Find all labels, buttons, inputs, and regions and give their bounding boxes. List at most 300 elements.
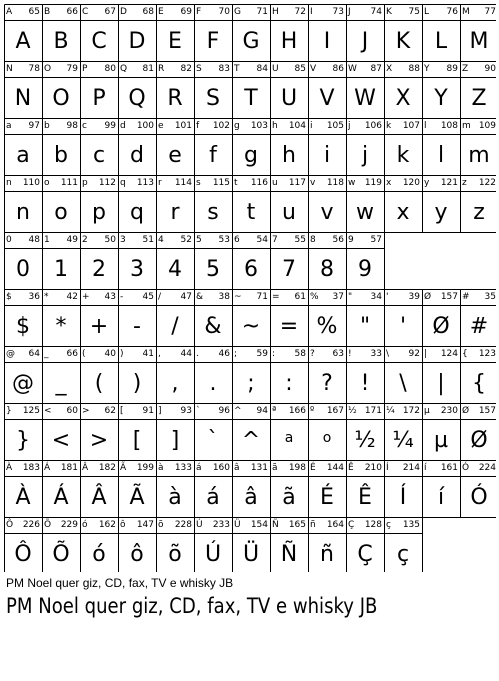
glyph-sample: * [55,314,67,339]
glyph-code: 160 [212,463,230,473]
glyph-label-char: 9 [348,235,354,245]
glyph-cell [270,232,308,289]
glyph-label [234,177,268,189]
glyph-label [386,519,420,531]
glyph-code: 172 [402,406,420,416]
glyph-code: 98 [66,121,78,131]
glyph-sample: ( [94,371,104,396]
glyph-sample: j [361,143,369,168]
glyph-sample: T [244,86,258,111]
glyph-label [234,291,268,303]
glyph-label [120,405,154,417]
glyph-label-char: ; [234,349,238,359]
glyph-code: 61 [294,292,306,302]
glyph-sample: O [52,86,70,111]
glyph-cell [270,517,308,574]
glyph-cell [4,175,42,232]
glyph-label [462,405,496,417]
glyph-label [196,519,230,531]
glyph-label-char: 4 [158,235,164,245]
glyph-label [348,519,382,531]
glyph-cell [232,4,270,61]
glyph-sample: Ã [129,485,145,510]
glyph-code: 83 [218,64,230,74]
glyph-label-char: k [386,121,392,131]
glyph-label [6,405,40,417]
glyph-label-char: X [386,64,393,74]
glyph-label [272,234,306,246]
glyph-cell [460,403,498,460]
glyph-cell [42,289,80,346]
glyph-code: 100 [136,121,154,131]
glyph-code: 182 [98,463,116,473]
glyph-cell [308,118,346,175]
glyph-sample: s [207,200,219,225]
glyph-code: 166 [288,406,306,416]
glyph-cell [156,118,194,175]
glyph-sample: Ó [470,485,488,510]
glyph-cell [460,118,498,175]
glyph-label [310,291,344,303]
glyph-label-char: t [234,178,238,188]
glyph-label-char: Ñ [272,520,279,530]
glyph-sample: g [244,143,258,168]
glyph-label-char: C [82,7,89,17]
glyph-label [196,234,230,246]
glyph-cell [42,403,80,460]
glyph-label [348,405,382,417]
glyph-label-char: 6 [234,235,240,245]
glyph-label [424,348,458,360]
glyph-code: 40 [104,349,116,359]
glyph-sample: > [89,428,109,453]
glyph-label-char: % [310,292,319,302]
glyph-label [386,120,420,132]
glyph-label [424,405,458,417]
glyph-code: 80 [104,64,116,74]
glyph-code: 226 [22,520,40,530]
glyph-label-char: Á [44,463,51,473]
glyph-cell [232,517,270,574]
glyph-label [158,291,192,303]
glyph-label-char: ( [82,349,86,359]
glyph-cell [308,4,346,61]
glyph-sample: E [168,29,182,54]
glyph-code: 105 [326,121,344,131]
glyph-sample: I [323,29,331,54]
glyph-cell [194,460,232,517]
glyph-label-char: E [158,7,164,17]
glyph-label-char: h [272,121,278,131]
glyph-label-char: K [386,7,392,17]
glyph-cell [194,289,232,346]
glyph-code: 154 [250,520,268,530]
glyph-cell [460,61,498,118]
glyph-sample: _ [55,371,67,396]
glyph-sample: y [434,200,448,225]
glyph-sample: 1 [54,257,68,282]
glyph-cell [308,460,346,517]
glyph-cell [42,4,80,61]
glyph-label-char: $ [6,292,12,302]
glyph-label [310,234,344,246]
glyph-label-char: q [120,178,126,188]
glyph-sample: a [284,430,294,446]
glyph-code: 33 [370,349,382,359]
glyph-sample: $ [16,314,30,339]
glyph-cell [118,403,156,460]
glyph-code: 37 [332,292,344,302]
glyph-code: 99 [104,121,116,131]
glyph-label [462,120,496,132]
glyph-label-char: Í [386,463,389,473]
glyph-label-char: U [272,64,279,74]
glyph-label-char: Z [462,64,469,74]
glyph-label-char: P [82,64,88,74]
glyph-label [462,177,496,189]
glyph-code: 131 [250,463,268,473]
glyph-label [348,120,382,132]
glyph-cell [194,403,232,460]
glyph-label [310,405,344,417]
glyph-cell [4,118,42,175]
glyph-code: 161 [440,463,458,473]
glyph-code: 214 [402,463,420,473]
glyph-sample: D [128,29,146,54]
glyph-label [196,291,230,303]
glyph-cell [4,517,42,574]
glyph-cell [346,61,384,118]
glyph-cell [4,346,42,403]
glyph-label [6,63,40,75]
glyph-cell [460,289,498,346]
glyph-cell [118,460,156,517]
glyph-sample: & [204,314,222,339]
glyph-label [310,177,344,189]
glyph-label [44,177,78,189]
glyph-sample: ½ [354,428,376,453]
glyph-label [234,462,268,474]
glyph-label-char: d [120,121,126,131]
glyph-cell [346,346,384,403]
glyph-label-char: J [348,7,351,17]
glyph-label [44,234,78,246]
glyph-label-char: M [462,7,470,17]
glyph-code: 51 [142,235,154,245]
glyph-label [158,63,192,75]
glyph-sample: á [206,485,220,510]
glyph-label-char: À [6,463,13,473]
glyph-label [424,120,458,132]
glyph-label [424,462,458,474]
glyph-cell [308,175,346,232]
glyph-label [310,63,344,75]
glyph-sample: P [92,86,106,111]
glyph-label-char: 8 [310,235,316,245]
glyph-code: 86 [332,64,344,74]
glyph-label [272,291,306,303]
glyph-cell [384,346,422,403]
glyph-cell [80,346,118,403]
glyph-code: 118 [326,178,344,188]
glyph-label [234,6,268,18]
glyph-cell [194,232,232,289]
glyph-sample: Á [53,485,69,510]
glyph-cell [118,118,156,175]
glyph-sample: e [168,143,182,168]
glyph-cell [4,460,42,517]
glyph-sample: < [51,428,71,453]
glyph-sample: V [319,86,335,111]
glyph-cell [118,61,156,118]
glyph-code: 78 [28,64,40,74]
glyph-code: 109 [478,121,496,131]
glyph-label [82,405,116,417]
glyph-label-char: 2 [82,235,88,245]
glyph-label [272,348,306,360]
glyph-label [158,234,192,246]
glyph-cell [118,232,156,289]
glyph-sample: n [16,200,30,225]
glyph-code: 113 [136,178,154,188]
glyph-label [234,405,268,417]
glyph-sample: F [206,29,220,54]
glyph-label [462,6,496,18]
glyph-sample: + [89,314,109,339]
glyph-label-char: < [44,406,52,416]
glyph-sample: Q [128,86,146,111]
glyph-code: 63 [332,349,344,359]
glyph-sample: â [244,485,258,510]
glyph-cell [308,232,346,289]
glyph-label-char: í [424,463,427,473]
glyph-sample: ç [396,542,410,567]
glyph-label [196,348,230,360]
glyph-label [82,348,116,360]
glyph-cell [346,289,384,346]
glyph-sample: W [354,86,376,111]
glyph-code: 199 [136,463,154,473]
glyph-code: 181 [60,463,78,473]
glyph-sample: : [285,371,293,396]
sample-text-small: PM Noel quer giz, CD, fax, TV e whisky JB [6,576,234,590]
glyph-code: 101 [174,121,192,131]
glyph-label [6,462,40,474]
glyph-sample: ~ [241,314,261,339]
glyph-sample: @ [12,371,34,396]
glyph-code: 64 [28,349,40,359]
glyph-code: 85 [294,64,306,74]
glyph-code: 103 [250,121,268,131]
glyph-label [424,291,458,303]
glyph-label-char: V [310,64,317,74]
glyph-sample: Ú [204,542,222,567]
glyph-sample: q [130,200,144,225]
glyph-label-char: - [120,292,124,302]
glyph-label [158,348,192,360]
glyph-code: 59 [256,349,268,359]
glyph-label [44,519,78,531]
glyph-code: 77 [484,7,496,17]
glyph-cell [4,4,42,61]
glyph-sample: H [280,29,298,54]
glyph-cell [422,289,460,346]
glyph-label-char: Â [82,463,89,473]
glyph-code: 57 [370,235,382,245]
glyph-code: 38 [218,292,230,302]
glyph-code: 116 [250,178,268,188]
glyph-label [386,291,420,303]
glyph-sample: ' [399,314,407,339]
glyph-label [348,291,382,303]
glyph-label-char: o [44,178,50,188]
glyph-label [272,405,306,417]
glyph-label-char: e [158,121,164,131]
glyph-code: 121 [440,178,458,188]
glyph-cell [232,118,270,175]
glyph-label [120,177,154,189]
glyph-label-char: 5 [196,235,202,245]
glyph-sample: h [282,143,296,168]
glyph-label-char: ` [196,406,201,416]
glyph-code: 133 [174,463,192,473]
glyph-label-char: c [82,121,87,131]
glyph-code: 165 [288,520,306,530]
glyph-cell [384,118,422,175]
glyph-sample: # [469,314,489,339]
glyph-cell [384,4,422,61]
glyph-sample: . [209,371,217,396]
glyph-code: 41 [142,349,154,359]
glyph-code: 106 [364,121,382,131]
glyph-sample: ] [170,428,180,453]
glyph-sample: } [16,428,30,453]
glyph-label [6,177,40,189]
glyph-label [424,177,458,189]
glyph-sample: ó [92,542,106,567]
glyph-label-char: É [310,463,316,473]
glyph-label-char: A [6,7,13,17]
glyph-label [6,234,40,246]
glyph-label-char: } [6,406,12,416]
glyph-label-char: ? [310,349,315,359]
glyph-cell [270,289,308,346]
glyph-label [82,63,116,75]
glyph-label-char: D [120,7,127,17]
glyph-cell [4,61,42,118]
glyph-label-char: / [158,292,162,302]
glyph-cell [460,460,498,517]
glyph-code: 228 [174,520,192,530]
glyph-label-char: = [272,292,280,302]
glyph-label-char: u [272,178,278,188]
glyph-sample: v [320,200,334,225]
glyph-label-char: | [424,349,428,359]
glyph-code: 167 [326,406,344,416]
glyph-code: 128 [364,520,382,530]
glyph-label-char: f [196,121,200,131]
glyph-label-char: µ [424,406,430,416]
glyph-sample: ) [132,371,142,396]
glyph-label-char: Ú [196,520,203,530]
glyph-sample: / [171,314,179,339]
glyph-label [424,6,458,18]
glyph-cell [232,403,270,460]
glyph-sample: z [473,200,485,225]
glyph-cell [80,61,118,118]
glyph-label [310,462,344,474]
glyph-cell [194,61,232,118]
glyph-label-char: i [310,121,313,131]
glyph-label-char: b [44,121,50,131]
glyph-label-char: R [158,64,165,74]
glyph-cell [194,517,232,574]
glyph-sample: ô [130,542,144,567]
glyph-code: 108 [440,121,458,131]
glyph-cell [460,175,498,232]
glyph-sample: 0 [16,257,30,282]
glyph-sample: N [14,86,32,111]
glyph-label [272,462,306,474]
glyph-cell [80,517,118,574]
glyph-label [310,6,344,18]
glyph-cell [232,460,270,517]
glyph-sample: f [209,143,217,168]
glyph-code: 183 [22,463,40,473]
glyph-sample: w [356,200,374,225]
glyph-code: 69 [180,7,192,17]
glyph-label [272,63,306,75]
glyph-code: 198 [288,463,306,473]
glyph-code: 123 [478,349,496,359]
glyph-label [120,6,154,18]
glyph-label [82,519,116,531]
glyph-code: 90 [484,64,496,74]
glyph-label [82,120,116,132]
glyph-code: 72 [294,7,306,17]
glyph-cell [346,403,384,460]
glyph-label-char: F [196,7,202,17]
glyph-label [44,348,78,360]
glyph-code: 117 [288,178,306,188]
glyph-label-char: S [196,64,202,74]
glyph-label [386,405,420,417]
glyph-code: 135 [402,520,420,530]
glyph-label-char: v [310,178,316,188]
glyph-sample: S [206,86,220,111]
glyph-cell [118,4,156,61]
glyph-code: 53 [218,235,230,245]
glyph-sample: Y [434,86,448,111]
glyph-sample: B [53,29,69,54]
glyph-sample: Ç [357,542,373,567]
glyph-label [196,63,230,75]
glyph-cell [232,61,270,118]
glyph-cell [42,61,80,118]
glyph-label-char: Ê [348,463,354,473]
glyph-label-char: . [196,349,199,359]
glyph-cell [80,460,118,517]
glyph-label [120,291,154,303]
glyph-code: 120 [402,178,420,188]
glyph-sample: R [167,86,183,111]
glyph-sample: i [323,143,331,168]
glyph-label-char: ñ [310,520,316,530]
glyph-label [120,234,154,246]
glyph-sample: A [15,29,31,54]
glyph-code: 52 [180,235,192,245]
glyph-label-char: O [44,64,52,74]
